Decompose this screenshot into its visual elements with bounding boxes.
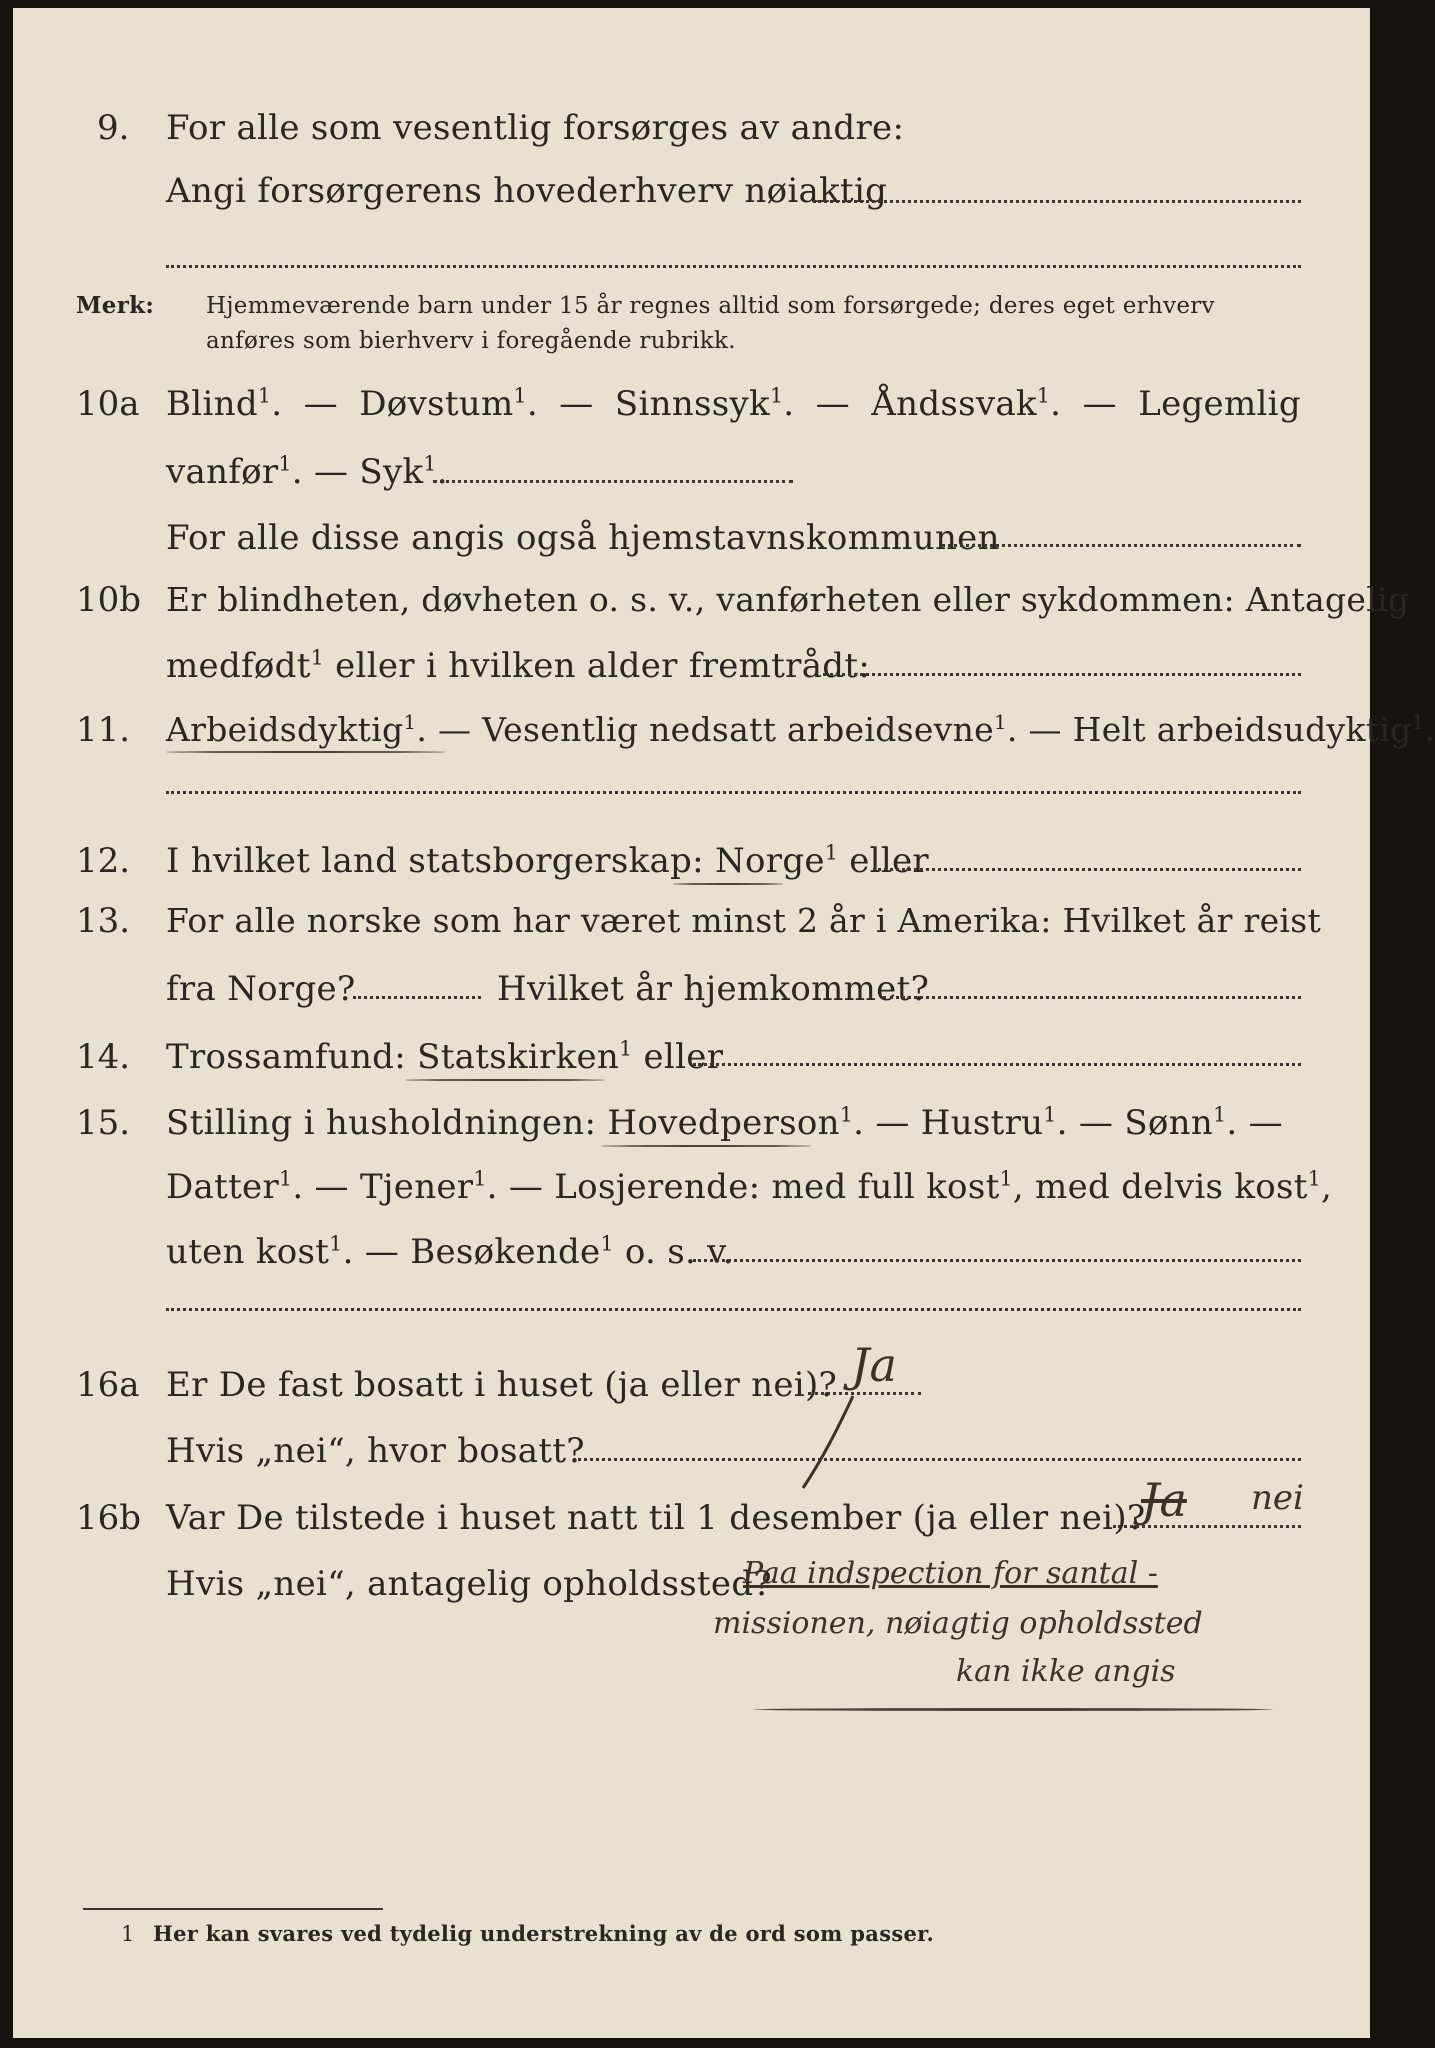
q10b-line2: medfødt$^1$ eller i hvilken alder fremtrådt: (166, 645, 871, 686)
q14-number: 14. (76, 1037, 131, 1077)
q10a-syk-line (433, 480, 793, 483)
q10a-blind: Blind$^1$. (166, 383, 283, 424)
q12-number: 12. (76, 841, 131, 881)
q15-line2: Datter$^1$. — Tjener$^1$. — Losjerende: med full kost$^1$, med delvis kost$^1$, (166, 1166, 1333, 1207)
q16a-answer: Ja (851, 1338, 897, 1392)
q13-fra-line (353, 996, 481, 999)
dash: — (815, 384, 850, 424)
q13-line1: For alle norske som har været minst 2 år i Amerika: Hvilket år reist (166, 901, 1322, 940)
q12-norge: Norge (714, 841, 825, 881)
q9-answer-line-2 (166, 265, 1301, 268)
q15-answer-line-2 (166, 1308, 1301, 1311)
q15-line3: uten kost$^1$. — Besøkende$^1$ o. s. v. (166, 1231, 734, 1272)
q10a-line1 (166, 384, 1301, 424)
q10a-dovstum: Døvstum$^1$. (359, 383, 538, 424)
q16b-line1: Var De tilstede i huset natt til 1 desember (ja eller nei)? (166, 1498, 1146, 1538)
q10a-legemlig: Legemlig (1138, 384, 1301, 424)
q16b-handwritten-line1: Paa indspection for santal - (743, 1556, 1158, 1591)
q15-number: 15. (76, 1103, 131, 1143)
q16a-bosatt-line (573, 1458, 1301, 1461)
q9-line2: Angi forsørgerens hovederhverv nøiaktig (166, 171, 888, 211)
q13-hjem: Hvilket år hjemkommet? (497, 969, 930, 1009)
q10a-andssvak: Åndssvak$^1$. (871, 383, 1062, 424)
q11-number: 11. (76, 710, 131, 750)
q16b-line2: Hvis „nei“, antagelig opholdssted? (166, 1564, 772, 1604)
q14-answer-line (693, 1063, 1301, 1066)
q16b-handwritten-line2: missionen, nøiagtig opholdssted (713, 1606, 1203, 1641)
q10a-hjemstavn-line (941, 544, 1301, 547)
q10a-line3: For alle disse angis også hjemstavnskommunen (166, 518, 1000, 558)
merk-label: Merk: (76, 292, 155, 319)
dash: — (303, 384, 338, 424)
footnote-mark: 1 (121, 1922, 135, 1946)
dash: — (559, 384, 594, 424)
merk-line1: Hjemmeværende barn under 15 år regnes alltid som forsørgede; deres eget erhverv (206, 293, 1215, 319)
q10b-number: 10b (76, 580, 142, 620)
q13-hjem-line (883, 996, 1301, 999)
q14-statskirken-underline (405, 1079, 605, 1081)
q12-norge-underline (673, 883, 783, 885)
q9-number: 9. (97, 108, 130, 148)
q9-line1: For alle som vesentlig forsørges av andre: (166, 108, 905, 148)
q16b-handwritten-line3: kan ikke angis (956, 1654, 1176, 1689)
q15-answer-line (693, 1259, 1301, 1262)
footnote-rule (83, 1908, 383, 1910)
q11-arbeidsdyktig-underline (166, 751, 446, 753)
q10b-line1: Er blindheten, døvheten o. s. v., vanførheten eller sykdommen: Antagelig (166, 580, 1410, 619)
q16b-handwritten-closing-line (753, 1708, 1273, 1711)
q16b-answer: nei (1251, 1478, 1304, 1518)
q11-answer-line (166, 791, 1301, 794)
q10b-answer-line (823, 673, 1301, 676)
q11-line: Arbeidsdyktig$^1$. — Vesentlig nedsatt arbeidsevne$^1$. — Helt arbeidsudyktig$^1$. (166, 710, 1435, 749)
footnote-text: Her kan svares ved tydelig understrekning av de ord som passer. (153, 1921, 935, 1946)
q10a-number: 10a (76, 384, 140, 424)
dash: — (1082, 384, 1117, 424)
q12-line: I hvilket land statsborgerskap: Norge$^1$ eller (166, 840, 929, 881)
q16a-line2: Hvis „nei“, hvor bosatt? (166, 1431, 585, 1471)
q13-fra: fra Norge? (166, 969, 356, 1009)
q16b-answer-struck: Ja (1141, 1473, 1187, 1527)
q16b-number: 16b (76, 1498, 142, 1538)
q10a-line2: vanfør$^1$. — Syk$^1$. (166, 451, 448, 492)
q13-number: 13. (76, 901, 131, 941)
q9-answer-line (813, 200, 1301, 203)
q12-answer-line (873, 868, 1301, 871)
q16a-ditto-mark (783, 1388, 873, 1498)
q16a-line1: Er De fast bosatt i huset (ja eller nei)? (166, 1365, 838, 1405)
merk-line2: anføres som bierhverv i foregående rubrikk. (206, 328, 736, 354)
q16a-number: 16a (76, 1365, 140, 1405)
q10a-sinnssyk: Sinnssyk$^1$. (614, 383, 795, 424)
census-form-page (13, 8, 1435, 2038)
q14-line: Trossamfund: Statskirken$^1$ eller (166, 1036, 724, 1077)
q15-hovedperson-underline (601, 1145, 811, 1147)
q15-line1: Stilling i husholdningen: Hovedperson$^1$. — Hustru$^1$. — Sønn$^1$. — (166, 1102, 1283, 1143)
